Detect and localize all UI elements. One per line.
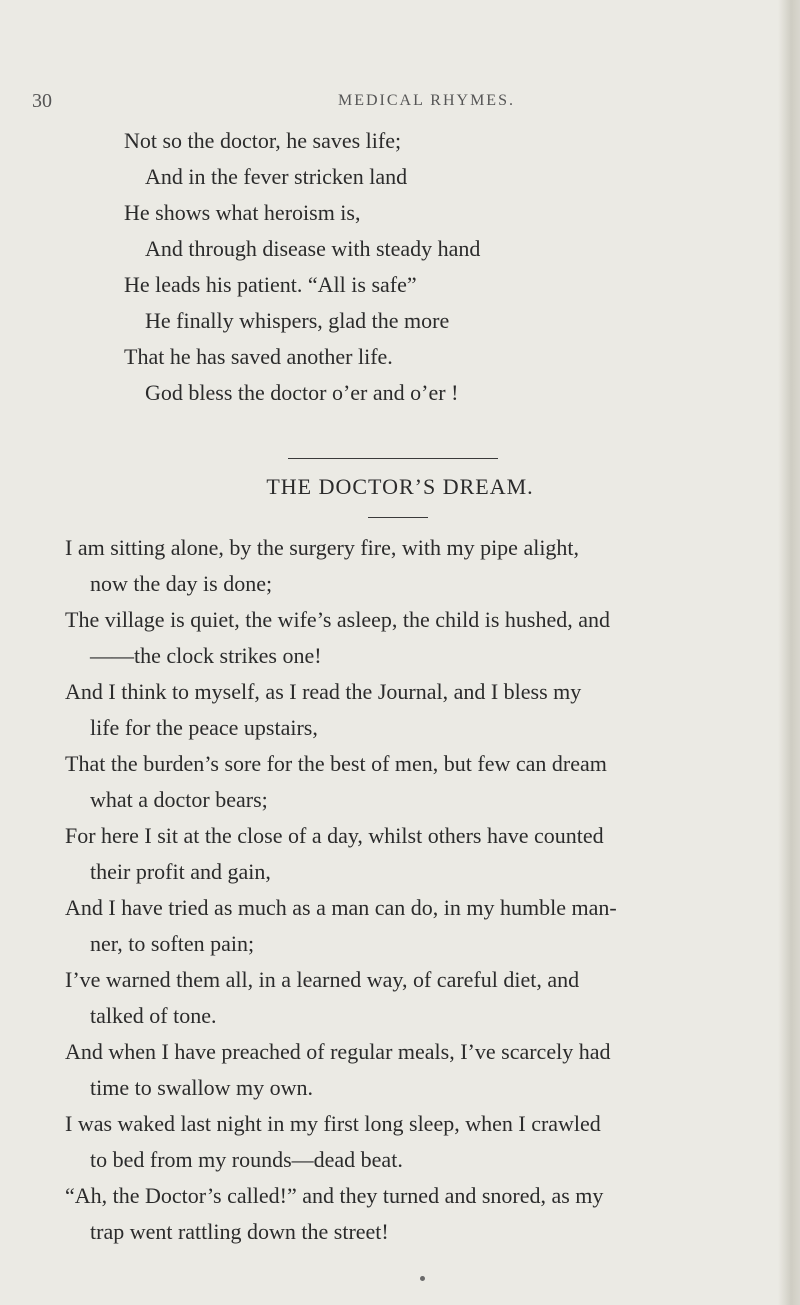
poem-line: God bless the doctor o’er and o’er ! <box>145 380 459 405</box>
poem-line: time to swallow my own. <box>90 1075 314 1100</box>
poem-line: talked of tone. <box>90 1003 217 1028</box>
poem-line: I’ve warned them all, in a learned way, of careful diet, and <box>65 967 580 992</box>
poem-line: For here I sit at the close of a day, whilst others have counted <box>65 823 604 848</box>
title-underline <box>368 517 428 518</box>
poem-line: And I have tried as much as a man can do, in my humble man- <box>65 895 617 920</box>
poem-line: And in the fever stricken land <box>145 164 408 189</box>
poem-line: ——the clock strikes one! <box>90 643 322 668</box>
printer-dot <box>420 1276 425 1281</box>
poem-line: He shows what heroism is, <box>124 200 361 225</box>
poem-line: That the burden’s sore for the best of men, but few can dream <box>65 751 607 776</box>
section-title: THE DOCTOR’S DREAM. <box>266 474 534 499</box>
page-edge-shadow <box>778 0 800 1305</box>
poem-line: Not so the doctor, he saves life; <box>124 128 402 153</box>
section-divider <box>288 458 498 459</box>
poem-line: their profit and gain, <box>90 859 271 884</box>
poem-line: And I think to myself, as I read the Journal, and I bless my <box>65 679 582 704</box>
running-head: MEDICAL RHYMES. <box>338 92 515 109</box>
page-header <box>0 90 800 120</box>
page-number: 30 <box>32 90 52 112</box>
poem-line: life for the peace upstairs, <box>90 715 318 740</box>
poem-line: “Ah, the Doctor’s called!” and they turned and snored, as my <box>65 1183 604 1208</box>
poem-line: now the day is done; <box>90 571 273 596</box>
poem-line: I am sitting alone, by the surgery fire, with my pipe alight, <box>65 535 580 560</box>
poem-line: That he has saved another life. <box>124 344 393 369</box>
poem-line: He leads his patient. “All is safe” <box>124 272 417 297</box>
poem-line: ner, to soften pain; <box>90 931 255 956</box>
poem-line: The village is quiet, the wife’s asleep, the child is hushed, and <box>65 607 610 632</box>
poem-line: I was waked last night in my first long sleep, when I crawled <box>65 1111 601 1136</box>
poem-line: He finally whispers, glad the more <box>145 308 450 333</box>
poem-line: And through disease with steady hand <box>145 236 481 261</box>
poem-line: And when I have preached of regular meals, I’ve scarcely had <box>65 1039 611 1064</box>
poem-line: what a doctor bears; <box>90 787 268 812</box>
poem-line: to bed from my rounds—dead beat. <box>90 1147 403 1172</box>
poem-line: trap went rattling down the street! <box>90 1219 389 1244</box>
